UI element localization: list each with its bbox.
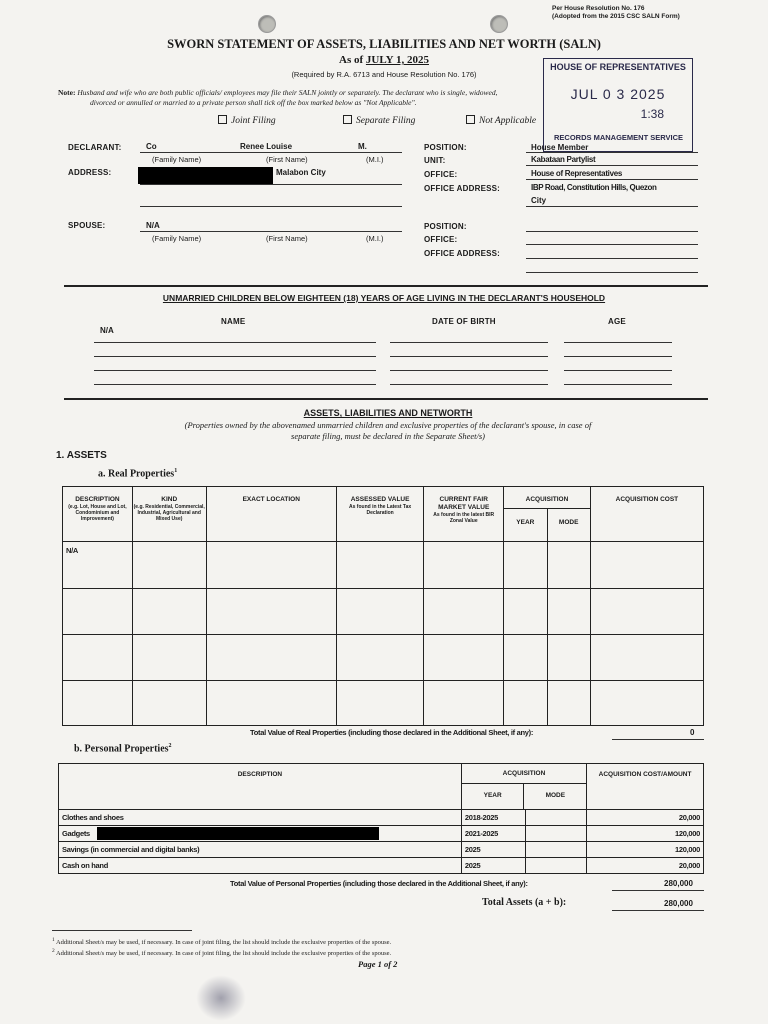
total-assets-label: Total Assets (a + b): bbox=[482, 897, 567, 908]
spouse-label: SPOUSE: bbox=[68, 221, 106, 230]
personal-row4-cost: 20,000 bbox=[587, 858, 704, 874]
real-th-year: YEAR bbox=[504, 509, 547, 541]
real-properties-footnote-mark: 1 bbox=[174, 468, 178, 474]
spouse-first-caption: (First Name) bbox=[266, 234, 308, 243]
real-total-label: Total Value of Real Properties (including those declared in the Additional Sheet, if any): bbox=[250, 728, 534, 737]
office-label: OFFICE: bbox=[424, 170, 458, 179]
real-row4-assessed bbox=[336, 681, 423, 726]
address-city: Malabon City bbox=[276, 168, 326, 177]
personal-total-label: Total Value of Personal Properties (including those declared in the Additional Sheet, if any): bbox=[230, 879, 528, 888]
spouse-family-caption: (Family Name) bbox=[152, 234, 202, 243]
real-table-row-4 bbox=[63, 681, 704, 726]
children-value: N/A bbox=[100, 326, 114, 335]
page-title: SWORN STATEMENT OF ASSETS, LIABILITIES AND NET WORTH (SALN) bbox=[167, 37, 601, 51]
real-th-mode: MODE bbox=[558, 519, 579, 526]
personal-row2-acq bbox=[461, 826, 586, 842]
spouse-position-label: POSITION: bbox=[424, 222, 467, 231]
office-address-line2: City bbox=[531, 196, 547, 205]
declarant-label: DECLARANT: bbox=[68, 143, 122, 152]
position-value: House Member bbox=[531, 143, 589, 152]
office-line bbox=[526, 179, 698, 180]
child-dob-line-3 bbox=[390, 370, 548, 371]
personal-th-mode: MODE bbox=[545, 792, 566, 799]
real-th-market bbox=[424, 487, 504, 542]
child-dob-line-1 bbox=[390, 342, 548, 343]
children-col-dob: DATE OF BIRTH bbox=[432, 317, 496, 326]
real-row4-description bbox=[63, 681, 133, 726]
personal-total-value: 280,000 bbox=[664, 879, 693, 888]
real-row3-location bbox=[206, 635, 336, 681]
separate-filing-label: Separate Filing bbox=[356, 116, 416, 126]
real-row2-description bbox=[63, 589, 133, 635]
real-row4-location bbox=[206, 681, 336, 726]
child-age-line-2 bbox=[564, 356, 672, 357]
real-table-row-2 bbox=[63, 589, 704, 635]
child-dob-line-4 bbox=[390, 384, 548, 385]
punch-hole-right bbox=[490, 15, 508, 33]
personal-row1-year: 2018-2025 bbox=[462, 810, 526, 825]
real-th-kind-text: KIND bbox=[161, 496, 178, 503]
personal-row1-acq bbox=[461, 810, 586, 826]
real-row4-kind bbox=[132, 681, 206, 726]
child-dob-line-2 bbox=[390, 356, 548, 357]
personal-row1-description: Clothes and shoes bbox=[59, 810, 462, 826]
personal-row2-cost: 120,000 bbox=[587, 826, 704, 842]
real-row3-kind bbox=[132, 635, 206, 681]
real-th-market-text: CURRENT FAIR MARKET VALUE bbox=[438, 496, 490, 511]
spouse-office-label: OFFICE: bbox=[424, 235, 458, 244]
position-line bbox=[526, 152, 698, 153]
family-name-caption: (Family Name) bbox=[152, 155, 202, 164]
spouse-office-address-label: OFFICE ADDRESS: bbox=[424, 249, 501, 258]
form-reference-line1: Per House Resolution No. 176 bbox=[552, 5, 645, 12]
not-applicable-checkbox[interactable] bbox=[466, 115, 475, 124]
real-th-description-text: DESCRIPTION bbox=[75, 496, 120, 503]
children-col-age: AGE bbox=[608, 317, 626, 326]
personal-row4-description: Cash on hand bbox=[59, 858, 462, 874]
real-th-acquisition-split bbox=[504, 509, 590, 541]
address-line-1 bbox=[140, 184, 402, 185]
personal-properties-heading-text: b. Personal Properties bbox=[74, 743, 169, 755]
real-row4-cost bbox=[590, 681, 703, 726]
real-row2-market bbox=[424, 589, 504, 635]
real-row2-assessed bbox=[336, 589, 423, 635]
unit-value: Kabataan Partylist bbox=[531, 155, 596, 164]
not-applicable-label: Not Applicable bbox=[479, 116, 537, 126]
real-properties-heading-text: a. Real Properties bbox=[98, 468, 175, 480]
initials-mark bbox=[196, 975, 246, 1021]
real-th-description-sub: (e.g. Lot, House and Lot, Condominium and Improvement) bbox=[68, 504, 127, 522]
personal-row3-description: Savings (in commercial and digital banks) bbox=[59, 842, 462, 858]
real-row3-market bbox=[424, 635, 504, 681]
real-row3-acq bbox=[504, 635, 591, 681]
stamp-date: JUL 0 3 2025 bbox=[570, 86, 666, 102]
required-by: (Required by R.A. 6713 and House Resolution No. 176) bbox=[291, 70, 477, 79]
mi-caption: (M.I.) bbox=[366, 155, 384, 164]
real-row1-location bbox=[206, 542, 336, 589]
address-redaction bbox=[138, 167, 273, 184]
footnote-1-text: Additional Sheet/s may be used, if necessary. In case of joint filing, the list should include the exclusive properties of the spouse. bbox=[55, 939, 392, 947]
personal-row2-year: 2021-2025 bbox=[462, 826, 526, 841]
real-row1-acq bbox=[504, 542, 591, 589]
personal-row2-description-text: Gadgets bbox=[62, 829, 90, 838]
real-row4-acq bbox=[504, 681, 591, 726]
real-row2-acq bbox=[504, 589, 591, 635]
note-line2: divorced or annulled or married to a private person shall tick off the box marked below as "Not Applicable". bbox=[90, 98, 417, 107]
unit-line bbox=[526, 165, 698, 166]
as-of-date: JULY 1, 2025 bbox=[365, 54, 429, 66]
personal-row3-cost: 120,000 bbox=[587, 842, 704, 858]
stamp-time: 1:38 bbox=[640, 107, 664, 121]
office-value: House of Representatives bbox=[531, 169, 623, 178]
separate-filing-option[interactable] bbox=[343, 115, 415, 126]
punch-hole-left bbox=[258, 15, 276, 33]
address-label: ADDRESS: bbox=[68, 168, 112, 177]
total-assets-value: 280,000 bbox=[664, 899, 693, 908]
child-age-line-3 bbox=[564, 370, 672, 371]
personal-row4-acq bbox=[461, 858, 586, 874]
children-col-name: NAME bbox=[221, 317, 246, 326]
real-table-row-1 bbox=[63, 542, 704, 589]
real-table-header-row bbox=[63, 487, 704, 542]
spouse-office-address-line2 bbox=[526, 272, 698, 273]
real-th-description bbox=[63, 487, 133, 542]
real-th-location: EXACT LOCATION bbox=[206, 487, 336, 542]
personal-row-2 bbox=[59, 826, 704, 842]
first-name-caption: (First Name) bbox=[266, 155, 308, 164]
assets-section-title: ASSETS, LIABILITIES AND NETWORTH bbox=[303, 408, 473, 418]
child-age-line-1 bbox=[564, 342, 672, 343]
footnotes bbox=[52, 936, 391, 958]
personal-row3-year: 2025 bbox=[462, 842, 526, 857]
form-reference bbox=[552, 5, 680, 21]
footnote-1: $^1$ Additional Sheet/s may be used, if necessary. In case of joint filing, the list should include the exclusive properties of the spouse. bbox=[52, 937, 392, 947]
children-separator-top bbox=[64, 285, 708, 287]
declarant-name-line bbox=[140, 152, 402, 153]
personal-table-header-row bbox=[59, 764, 704, 810]
personal-row-1 bbox=[59, 810, 704, 826]
as-of-label: As of bbox=[339, 54, 364, 66]
footnote-2: $^2$ Additional Sheet/s may be used, if necessary. In case of joint filing, the list should include the exclusive properties of the spouse. bbox=[52, 948, 392, 958]
real-row2-location bbox=[206, 589, 336, 635]
spouse-family-name: N/A bbox=[146, 221, 160, 230]
joint-filing-checkbox[interactable] bbox=[218, 115, 227, 124]
page-number: Page 1 of 2 bbox=[358, 959, 398, 969]
form-reference-line2: (Adopted from the 2015 CSC SALN Form) bbox=[552, 13, 680, 20]
spouse-mi-caption: (M.I.) bbox=[366, 234, 384, 243]
real-th-kind-sub: (e.g. Residential, Commercial, Industrial, Agricultural and Mixed Use) bbox=[133, 504, 205, 522]
personal-row-4 bbox=[59, 858, 704, 874]
spouse-position-line bbox=[526, 231, 698, 232]
joint-filing-option[interactable] bbox=[218, 115, 276, 126]
real-row3-description bbox=[63, 635, 133, 681]
personal-th-acquisition-text: ACQUISITION bbox=[462, 764, 586, 784]
assets-heading: 1. ASSETS bbox=[56, 450, 107, 461]
real-properties-table bbox=[62, 486, 704, 726]
personal-total-line bbox=[612, 890, 704, 891]
real-row4-market bbox=[424, 681, 504, 726]
personal-row2-description bbox=[59, 826, 462, 842]
assets-subtitle-line1: (Properties owned by the abovenamed unmarried children and exclusive properties of the declarant's spouse, in case of bbox=[184, 420, 592, 430]
child-name-line-4 bbox=[94, 384, 376, 385]
not-applicable-option[interactable] bbox=[466, 115, 536, 126]
position-label: POSITION: bbox=[424, 143, 467, 152]
footnote-2-text: Additional Sheet/s may be used, if necessary. In case of joint filing, the list should include the exclusive properties of the spouse. bbox=[55, 950, 392, 958]
real-th-assessed-sub: As found in the Latest Tax Declaration bbox=[349, 504, 412, 516]
note-line1: Husband and wife who are both public officials/ employees may file their SALN jointly or separately. The declarant who is single, widowed, bbox=[77, 88, 498, 97]
real-row3-assessed bbox=[336, 635, 423, 681]
real-th-acquisition bbox=[504, 487, 591, 542]
real-row3-cost bbox=[590, 635, 703, 681]
children-title: UNMARRIED CHILDREN BELOW EIGHTEEN (18) YEARS OF AGE LIVING IN THE DECLARANT'S HOUSEHOLD bbox=[162, 293, 606, 303]
real-th-assessed-text: ASSESSED VALUE bbox=[350, 496, 410, 503]
real-total-line bbox=[612, 739, 704, 740]
real-total-value: 0 bbox=[690, 728, 695, 737]
real-row2-cost bbox=[590, 589, 703, 635]
personal-properties-table bbox=[58, 763, 704, 874]
real-row1-cost bbox=[590, 542, 703, 589]
personal-row1-cost: 20,000 bbox=[587, 810, 704, 826]
child-name-line-3 bbox=[94, 370, 376, 371]
spouse-name-line bbox=[140, 231, 402, 232]
real-table-row-3 bbox=[63, 635, 704, 681]
real-th-market-sub: As found in the latest BIR Zonal Value bbox=[433, 512, 495, 524]
unit-label: UNIT: bbox=[424, 156, 446, 165]
stamp-line1: HOUSE OF REPRESENTATIVES bbox=[550, 62, 686, 72]
real-row1-kind bbox=[132, 542, 206, 589]
office-address-line bbox=[526, 206, 698, 207]
declarant-mi: M. bbox=[358, 142, 367, 151]
real-th-assessed bbox=[336, 487, 423, 542]
personal-properties-heading bbox=[74, 743, 172, 754]
real-row1-description: N/A bbox=[63, 542, 133, 589]
total-assets-line bbox=[612, 910, 704, 911]
child-name-line-1 bbox=[94, 342, 376, 343]
real-th-acquisition-text: ACQUISITION bbox=[504, 487, 590, 509]
real-th-kind bbox=[132, 487, 206, 542]
declarant-first-name: Renee Louise bbox=[240, 142, 293, 151]
personal-th-cost: ACQUISITION COST/AMOUNT bbox=[587, 764, 704, 810]
children-separator-bottom bbox=[64, 398, 708, 400]
receiving-stamp bbox=[543, 58, 693, 152]
personal-th-acquisition-split bbox=[462, 784, 586, 809]
real-properties-heading bbox=[98, 468, 177, 479]
separate-filing-checkbox[interactable] bbox=[343, 115, 352, 124]
footnote-separator bbox=[52, 930, 192, 931]
gadgets-redaction bbox=[97, 827, 379, 840]
personal-th-acquisition bbox=[461, 764, 586, 810]
spouse-office-line bbox=[526, 244, 698, 245]
assets-section-subtitle bbox=[0, 420, 768, 442]
real-row2-kind bbox=[132, 589, 206, 635]
real-th-cost: ACQUISITION COST bbox=[590, 487, 703, 542]
real-row1-market bbox=[424, 542, 504, 589]
real-row1-assessed bbox=[336, 542, 423, 589]
personal-th-year: YEAR bbox=[462, 784, 525, 809]
stamp-line3: RECORDS MANAGEMENT SERVICE bbox=[554, 133, 684, 142]
assets-subtitle-line2: separate filing, must be declared in the Separate Sheet/s) bbox=[291, 431, 485, 441]
child-name-line-2 bbox=[94, 356, 376, 357]
personal-th-description: DESCRIPTION bbox=[59, 764, 462, 810]
note-label: Note: bbox=[58, 88, 76, 97]
address-line-2 bbox=[140, 206, 402, 207]
joint-filing-label: Joint Filing bbox=[231, 116, 276, 126]
child-age-line-4 bbox=[564, 384, 672, 385]
personal-row4-year: 2025 bbox=[462, 858, 526, 873]
office-address-line1: IBP Road, Constitution Hills, Quezon bbox=[531, 183, 657, 192]
personal-row3-acq bbox=[461, 842, 586, 858]
declarant-family-name: Co bbox=[146, 142, 157, 151]
personal-properties-footnote-mark: 2 bbox=[168, 743, 172, 749]
spouse-office-address-line bbox=[526, 258, 698, 259]
office-address-label: OFFICE ADDRESS: bbox=[424, 184, 501, 193]
personal-row-3 bbox=[59, 842, 704, 858]
